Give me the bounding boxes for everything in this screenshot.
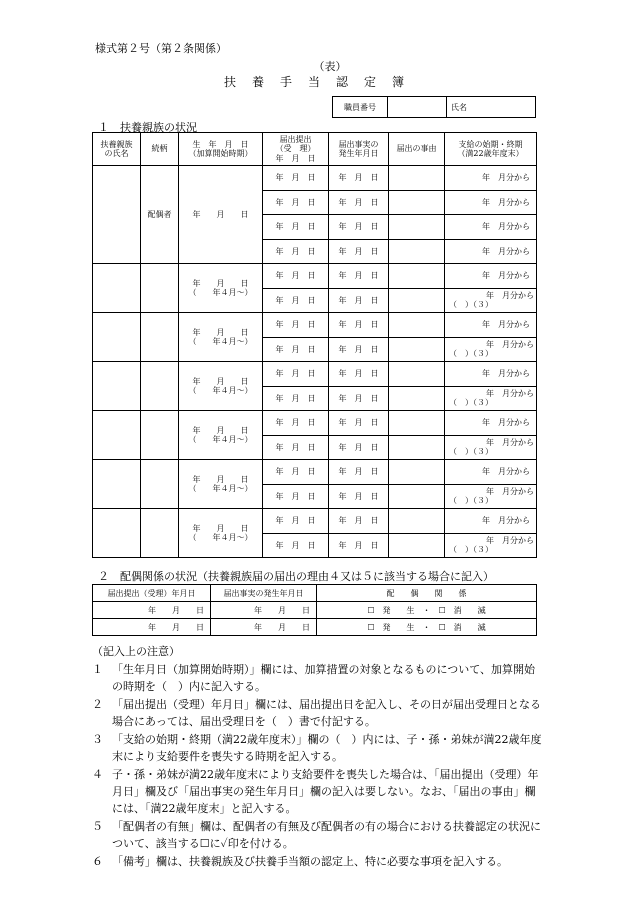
period-start-text: 年 月分から xyxy=(486,536,534,546)
period-end-cell xyxy=(445,484,537,509)
instruction-number: ４ xyxy=(92,768,103,781)
event-date-cell: 年 月 日 xyxy=(329,264,389,289)
event-date-cell: 年 月 日 xyxy=(211,602,317,619)
filed-date-cell: 年 月 日 xyxy=(263,190,329,215)
birth-cell xyxy=(179,509,263,558)
event-date-cell: 年 月 日 xyxy=(211,619,317,636)
name-cell[interactable] xyxy=(93,313,141,362)
bonus-start-text: （ 年４月～） xyxy=(188,386,253,395)
period-cell: 年 月分から xyxy=(445,362,537,387)
instruction-number: ６ xyxy=(92,855,103,868)
relation-cell[interactable] xyxy=(141,509,179,558)
filed-date-cell: 年 月 日 xyxy=(263,313,329,338)
period-end-cell xyxy=(445,435,537,460)
filed-date-cell: 年 月 日 xyxy=(263,362,329,387)
table-row xyxy=(93,460,537,485)
age-limit-text: （ ）（３） xyxy=(449,398,493,408)
staff-number-label: 職員番号 xyxy=(333,97,388,118)
staff-id-box xyxy=(332,96,536,118)
instruction-text: 「届出提出（受理）年月日」欄には、届出提出日を記入し、その日が届出受理日となる場合にあっては、届出受理日を（ ）書で付記する。 xyxy=(112,698,541,728)
birth-date-text: 年 月 日 xyxy=(192,425,249,435)
reason-cell[interactable] xyxy=(389,411,445,436)
dependents-table xyxy=(92,132,537,558)
page-title: 扶 養 手 当 認 定 簿 xyxy=(223,75,406,89)
period-cell: 年 月分から xyxy=(445,166,537,191)
period-end-cell xyxy=(445,386,537,411)
relation-cell: 配偶者 xyxy=(141,166,179,264)
table-header xyxy=(93,585,537,602)
event-date-cell: 年 月 日 xyxy=(329,313,389,338)
age-limit-text: （ ）（３） xyxy=(449,349,493,359)
event-date-cell: 年 月 日 xyxy=(329,288,389,313)
filed-date-cell: 年 月 日 xyxy=(263,264,329,289)
instruction-item xyxy=(92,818,542,852)
event-date-cell: 年 月 日 xyxy=(329,362,389,387)
name-cell[interactable] xyxy=(93,411,141,460)
reason-cell[interactable] xyxy=(389,362,445,387)
reason-cell[interactable] xyxy=(389,313,445,338)
filed-date-cell: 年 月 日 xyxy=(263,484,329,509)
relation-cell[interactable] xyxy=(141,411,179,460)
reason-cell[interactable] xyxy=(389,264,445,289)
col-reason: 届出の事由 xyxy=(389,133,445,166)
period-start-text: 年 月分から xyxy=(486,291,534,301)
age-limit-text: （ ）（３） xyxy=(449,545,493,555)
staff-number-field[interactable] xyxy=(388,97,447,118)
bonus-start-text: （ 年４月～） xyxy=(188,288,253,297)
instruction-number: ２ xyxy=(92,698,103,711)
birth-date-text: 年 月 日 xyxy=(192,376,249,386)
name-cell[interactable] xyxy=(93,362,141,411)
birth-date-text: 年 月 日 xyxy=(192,474,249,484)
filed-date-cell: 年 月 日 xyxy=(263,509,329,534)
reason-cell[interactable] xyxy=(389,190,445,215)
section1-heading: １ 扶養親族の状況 xyxy=(98,121,197,134)
reason-cell[interactable] xyxy=(389,460,445,485)
instruction-item xyxy=(92,766,542,817)
table-header xyxy=(93,133,537,166)
reason-cell[interactable] xyxy=(389,386,445,411)
instruction-item xyxy=(92,731,542,765)
period-cell: 年 月分から xyxy=(445,264,537,289)
period-start-text: 年 月分から xyxy=(486,487,534,497)
form-reference: 様式第２号（第２条関係） xyxy=(95,42,227,55)
birth-cell: 年 月 日 xyxy=(179,166,263,264)
instruction-text: 「配偶者の有無」欄は、配偶者の有無及び配偶者の有の場合における扶養認定の状況について、該当する☐に✓印を付ける。 xyxy=(112,820,541,850)
sheet-side-label: （表） xyxy=(313,60,347,73)
instruction-item xyxy=(92,853,542,870)
period-cell: 年 月分から xyxy=(445,190,537,215)
reason-cell[interactable] xyxy=(389,509,445,534)
birth-date-text: 年 月 日 xyxy=(192,523,249,533)
table-row xyxy=(93,411,537,436)
instruction-text: 「備考」欄は、扶養親族及び扶養手当額の認定上、特に必要な事項を記入する。 xyxy=(112,855,508,868)
birth-date-text: 年 月 日 xyxy=(192,327,249,337)
birth-cell xyxy=(179,362,263,411)
period-cell: 年 月分から xyxy=(445,239,537,264)
filed-date-cell: 年 月 日 xyxy=(93,619,211,636)
name-cell[interactable] xyxy=(93,509,141,558)
filed-date-cell: 年 月 日 xyxy=(263,386,329,411)
col-filed-date: 届出提出（受理）年月日 xyxy=(93,585,211,602)
age-limit-text: （ ）（３） xyxy=(449,447,493,457)
period-cell: 年 月分から xyxy=(445,215,537,240)
reason-cell[interactable] xyxy=(389,166,445,191)
period-cell: 年 月分から xyxy=(445,313,537,338)
col-relation-status: 配 偶 関 係 xyxy=(317,585,537,602)
table-row xyxy=(93,166,537,191)
instructions-heading: （記入上の注意） xyxy=(92,645,180,658)
col-relation: 続柄 xyxy=(141,133,179,166)
bonus-start-text: （ 年４月～） xyxy=(188,533,253,542)
name-cell[interactable] xyxy=(93,166,141,264)
period-start-text: 年 月分から xyxy=(486,389,534,399)
event-date-cell: 年 月 日 xyxy=(329,460,389,485)
bonus-start-text: （ 年４月～） xyxy=(188,337,253,346)
event-date-cell: 年 月 日 xyxy=(329,239,389,264)
event-date-cell: 年 月 日 xyxy=(329,484,389,509)
filed-date-cell: 年 月 日 xyxy=(263,411,329,436)
event-date-cell: 年 月 日 xyxy=(329,337,389,362)
col-event-date: 届出事実の発生年月日 xyxy=(211,585,317,602)
name-cell[interactable] xyxy=(93,264,141,313)
event-date-cell: 年 月 日 xyxy=(329,435,389,460)
table-row xyxy=(93,264,537,289)
relation-checkbox-cell[interactable]: ☐ 発 生 ・ ☐ 消 滅 xyxy=(317,619,537,636)
col-event-date: 届出事実の 発生年月日 xyxy=(329,133,389,166)
instruction-item xyxy=(92,661,542,695)
bonus-start-text: （ 年４月～） xyxy=(188,435,253,444)
birth-cell xyxy=(179,460,263,509)
name-cell[interactable] xyxy=(93,460,141,509)
instruction-number: ５ xyxy=(92,820,103,833)
period-start-text: 年 月分から xyxy=(486,340,534,350)
period-start-text: 年 月分から xyxy=(486,438,534,448)
relation-checkbox-cell[interactable]: ☐ 発 生 ・ ☐ 消 滅 xyxy=(317,602,537,619)
reason-cell[interactable] xyxy=(389,239,445,264)
filed-date-cell: 年 月 日 xyxy=(93,602,211,619)
period-end-cell xyxy=(445,533,537,558)
filed-date-cell: 年 月 日 xyxy=(263,435,329,460)
name-label: 氏名 xyxy=(447,97,536,118)
instruction-text: 「支給の始期・終期（満22歳年度末）」欄の（ ）内には、子・孫・弟妹が満22歳年度末により支給要件を喪失する時期を記入する。 xyxy=(112,733,542,763)
period-end-cell xyxy=(445,288,537,313)
col-birthdate: 生 年 月 日 （加算開始時期） xyxy=(179,133,263,166)
birth-date-text: 年 月 日 xyxy=(192,278,249,288)
event-date-cell: 年 月 日 xyxy=(329,509,389,534)
instruction-number: ３ xyxy=(92,733,103,746)
instruction-number: １ xyxy=(92,663,103,676)
spouse-relation-table xyxy=(92,584,537,636)
reason-cell[interactable] xyxy=(389,484,445,509)
relation-cell[interactable] xyxy=(141,460,179,509)
reason-cell[interactable] xyxy=(389,215,445,240)
event-date-cell: 年 月 日 xyxy=(329,166,389,191)
instruction-text: 子・孫・弟妹が満22歳年度末により支給要件を喪失した場合は、「届出提出（受理）年月日」欄及び「届出事実の発生年月日」欄の記入は要しない。なお、「届出の事由」欄には、「満22歳年度末」と記入する。 xyxy=(112,768,539,815)
event-date-cell: 年 月 日 xyxy=(329,386,389,411)
relation-cell[interactable] xyxy=(141,264,179,313)
age-limit-text: （ ）（３） xyxy=(449,496,493,506)
table-row xyxy=(93,509,537,534)
table-row xyxy=(93,313,537,338)
col-dependent-name: 扶養親族 の氏名 xyxy=(93,133,141,166)
birth-cell xyxy=(179,411,263,460)
filed-date-cell: 年 月 日 xyxy=(263,533,329,558)
reason-cell[interactable] xyxy=(389,435,445,460)
table-row xyxy=(93,362,537,387)
period-cell: 年 月分から xyxy=(445,411,537,436)
event-date-cell: 年 月 日 xyxy=(329,190,389,215)
age-limit-text: （ ）（３） xyxy=(449,300,493,310)
birth-cell xyxy=(179,313,263,362)
event-date-cell: 年 月 日 xyxy=(329,533,389,558)
relation-cell[interactable] xyxy=(141,313,179,362)
reason-cell[interactable] xyxy=(389,337,445,362)
bonus-start-text: （ 年４月～） xyxy=(188,484,253,493)
filed-date-cell: 年 月 日 xyxy=(263,288,329,313)
reason-cell[interactable] xyxy=(389,533,445,558)
relation-cell[interactable] xyxy=(141,362,179,411)
event-date-cell: 年 月 日 xyxy=(329,215,389,240)
col-payment-period: 支給の始期・終期 （満22歳年度末） xyxy=(445,133,537,166)
instruction-item xyxy=(92,696,542,730)
table-row xyxy=(93,602,537,619)
filed-date-cell: 年 月 日 xyxy=(263,337,329,362)
table-row xyxy=(93,619,537,636)
birth-cell xyxy=(179,264,263,313)
event-date-cell: 年 月 日 xyxy=(329,411,389,436)
filed-date-cell: 年 月 日 xyxy=(263,460,329,485)
instructions xyxy=(92,643,542,871)
instruction-text: 「生年月日（加算開始時期）」欄には、加算措置の対象となるものについて、加算開始の時期を（ ）内に記入する。 xyxy=(112,663,536,693)
filed-date-cell: 年 月 日 xyxy=(263,166,329,191)
col-filed-date: 届出提出 （受 理） 年 月 日 xyxy=(263,133,329,166)
period-end-cell xyxy=(445,337,537,362)
reason-cell[interactable] xyxy=(389,288,445,313)
period-cell: 年 月分から xyxy=(445,460,537,485)
period-cell: 年 月分から xyxy=(445,509,537,534)
filed-date-cell: 年 月 日 xyxy=(263,239,329,264)
section2-heading: ２ 配偶関係の状況（扶養親族届の届出の理由４又は５に該当する場合に記入） xyxy=(98,570,494,583)
filed-date-cell: 年 月 日 xyxy=(263,215,329,240)
